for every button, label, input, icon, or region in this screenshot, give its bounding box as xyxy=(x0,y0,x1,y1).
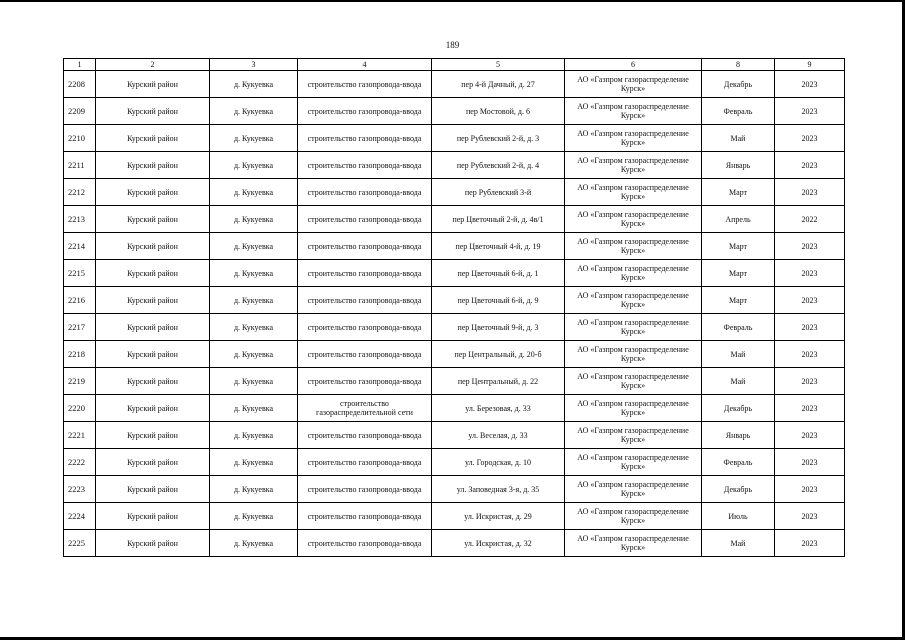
organization-cell: АО «Газпром газораспределение Курск» xyxy=(565,449,702,476)
work-type-cell: строительство газопровода-ввода xyxy=(298,98,432,125)
column-header: 3 xyxy=(210,59,298,71)
table-row xyxy=(64,179,845,206)
district-cell: Курский район xyxy=(96,341,210,368)
table-row xyxy=(64,287,845,314)
month-cell: Февраль xyxy=(702,98,775,125)
month-cell: Март xyxy=(702,179,775,206)
address-cell: пер 4-й Дачный, д. 27 xyxy=(432,71,565,98)
row-number: 2221 xyxy=(64,422,96,449)
year-cell: 2023 xyxy=(775,422,845,449)
settlement-cell: д. Кукуевка xyxy=(210,98,298,125)
column-header: 4 xyxy=(298,59,432,71)
address-cell: ул. Искристая, д. 32 xyxy=(432,530,565,557)
month-cell: Май xyxy=(702,341,775,368)
table-row xyxy=(64,368,845,395)
organization-cell: АО «Газпром газораспределение Курск» xyxy=(565,152,702,179)
district-cell: Курский район xyxy=(96,395,210,422)
work-type-cell: строительство газопровода-ввода xyxy=(298,179,432,206)
district-cell: Курский район xyxy=(96,71,210,98)
column-header: 6 xyxy=(565,59,702,71)
work-type-cell: строительство газопровода-ввода xyxy=(298,287,432,314)
settlement-cell: д. Кукуевка xyxy=(210,260,298,287)
district-cell: Курский район xyxy=(96,476,210,503)
row-number: 2213 xyxy=(64,206,96,233)
organization-cell: АО «Газпром газораспределение Курск» xyxy=(565,368,702,395)
organization-cell: АО «Газпром газораспределение Курск» xyxy=(565,341,702,368)
month-cell: Май xyxy=(702,368,775,395)
year-cell: 2023 xyxy=(775,341,845,368)
organization-cell: АО «Газпром газораспределение Курск» xyxy=(565,314,702,341)
row-number: 2216 xyxy=(64,287,96,314)
row-number: 2224 xyxy=(64,503,96,530)
table-row xyxy=(64,395,845,422)
address-cell: пер Рублевский 2-й, д. 3 xyxy=(432,125,565,152)
month-cell: Март xyxy=(702,233,775,260)
district-cell: Курский район xyxy=(96,530,210,557)
year-cell: 2023 xyxy=(775,368,845,395)
row-number: 2215 xyxy=(64,260,96,287)
settlement-cell: д. Кукуевка xyxy=(210,287,298,314)
address-cell: пер Центральный, д. 20-б xyxy=(432,341,565,368)
address-cell: ул. Заповедная 3-я, д. 35 xyxy=(432,476,565,503)
table-row xyxy=(64,530,845,557)
table-row xyxy=(64,152,845,179)
organization-cell: АО «Газпром газораспределение Курск» xyxy=(565,98,702,125)
settlement-cell: д. Кукуевка xyxy=(210,395,298,422)
year-cell: 2023 xyxy=(775,71,845,98)
table-row xyxy=(64,71,845,98)
table-row xyxy=(64,422,845,449)
district-cell: Курский район xyxy=(96,125,210,152)
organization-cell: АО «Газпром газораспределение Курск» xyxy=(565,206,702,233)
district-cell: Курский район xyxy=(96,179,210,206)
address-cell: пер Цветочный 4-й, д. 19 xyxy=(432,233,565,260)
table-row xyxy=(64,260,845,287)
settlement-cell: д. Кукуевка xyxy=(210,179,298,206)
row-number: 2212 xyxy=(64,179,96,206)
district-cell: Курский район xyxy=(96,503,210,530)
row-number: 2225 xyxy=(64,530,96,557)
work-type-cell: строительство газопровода-ввода xyxy=(298,125,432,152)
organization-cell: АО «Газпром газораспределение Курск» xyxy=(565,233,702,260)
settlement-cell: д. Кукуевка xyxy=(210,152,298,179)
address-cell: пер Цветочный 6-й, д. 1 xyxy=(432,260,565,287)
organization-cell: АО «Газпром газораспределение Курск» xyxy=(565,125,702,152)
column-header: 1 xyxy=(64,59,96,71)
district-cell: Курский район xyxy=(96,98,210,125)
work-type-cell: строительство газопровода-ввода xyxy=(298,449,432,476)
row-number: 2208 xyxy=(64,71,96,98)
address-cell: ул. Искристая, д. 29 xyxy=(432,503,565,530)
address-cell: ул. Березовая, д. 33 xyxy=(432,395,565,422)
table-row xyxy=(64,233,845,260)
address-cell: пер Цветочный 9-й, д. 3 xyxy=(432,314,565,341)
year-cell: 2023 xyxy=(775,260,845,287)
work-type-cell: строительство газопровода-ввода xyxy=(298,233,432,260)
organization-cell: АО «Газпром газораспределение Курск» xyxy=(565,476,702,503)
row-number: 2209 xyxy=(64,98,96,125)
year-cell: 2023 xyxy=(775,503,845,530)
row-number: 2219 xyxy=(64,368,96,395)
settlement-cell: д. Кукуевка xyxy=(210,233,298,260)
column-header: 2 xyxy=(96,59,210,71)
work-type-cell: строительство газопровода-ввода xyxy=(298,260,432,287)
district-cell: Курский район xyxy=(96,152,210,179)
district-cell: Курский район xyxy=(96,449,210,476)
column-header: 8 xyxy=(702,59,775,71)
work-type-cell: строительство газопровода-ввода xyxy=(298,71,432,98)
settlement-cell: д. Кукуевка xyxy=(210,368,298,395)
address-cell: ул. Городская, д. 10 xyxy=(432,449,565,476)
table-row xyxy=(64,476,845,503)
table-body xyxy=(64,71,845,557)
work-type-cell: строительство газопровода-ввода xyxy=(298,368,432,395)
header-row xyxy=(64,59,845,71)
settlement-cell: д. Кукуевка xyxy=(210,71,298,98)
settlement-cell: д. Кукуевка xyxy=(210,476,298,503)
year-cell: 2023 xyxy=(775,314,845,341)
month-cell: Январь xyxy=(702,152,775,179)
organization-cell: АО «Газпром газораспределение Курск» xyxy=(565,422,702,449)
month-cell: Декабрь xyxy=(702,476,775,503)
work-type-cell: строительство газопровода-ввода xyxy=(298,476,432,503)
work-type-cell: строительство газораспределительной сети xyxy=(298,395,432,422)
work-type-cell: строительство газопровода-ввода xyxy=(298,530,432,557)
settlement-cell: д. Кукуевка xyxy=(210,422,298,449)
organization-cell: АО «Газпром газораспределение Курск» xyxy=(565,395,702,422)
row-number: 2222 xyxy=(64,449,96,476)
year-cell: 2023 xyxy=(775,476,845,503)
table-row xyxy=(64,98,845,125)
district-cell: Курский район xyxy=(96,314,210,341)
month-cell: Март xyxy=(702,287,775,314)
row-number: 2214 xyxy=(64,233,96,260)
work-type-cell: строительство газопровода-ввода xyxy=(298,341,432,368)
settlement-cell: д. Кукуевка xyxy=(210,341,298,368)
work-type-cell: строительство газопровода-ввода xyxy=(298,152,432,179)
month-cell: Март xyxy=(702,260,775,287)
address-cell: пер Мостовой, д. 6 xyxy=(432,98,565,125)
organization-cell: АО «Газпром газораспределение Курск» xyxy=(565,530,702,557)
settlement-cell: д. Кукуевка xyxy=(210,503,298,530)
table-row xyxy=(64,503,845,530)
row-number: 2217 xyxy=(64,314,96,341)
work-type-cell: строительство газопровода-ввода xyxy=(298,422,432,449)
district-cell: Курский район xyxy=(96,422,210,449)
address-cell: ул. Веселая, д. 33 xyxy=(432,422,565,449)
column-header: 5 xyxy=(432,59,565,71)
address-cell: пер Центральный, д. 22 xyxy=(432,368,565,395)
month-cell: Апрель xyxy=(702,206,775,233)
year-cell: 2023 xyxy=(775,98,845,125)
organization-cell: АО «Газпром газораспределение Курск» xyxy=(565,503,702,530)
work-type-cell: строительство газопровода-ввода xyxy=(298,314,432,341)
month-cell: Декабрь xyxy=(702,395,775,422)
organization-cell: АО «Газпром газораспределение Курск» xyxy=(565,179,702,206)
table-row xyxy=(64,449,845,476)
table-row xyxy=(64,341,845,368)
year-cell: 2023 xyxy=(775,179,845,206)
address-cell: пер Цветочный 6-й, д. 9 xyxy=(432,287,565,314)
year-cell: 2023 xyxy=(775,233,845,260)
district-cell: Курский район xyxy=(96,260,210,287)
district-cell: Курский район xyxy=(96,206,210,233)
year-cell: 2023 xyxy=(775,530,845,557)
organization-cell: АО «Газпром газораспределение Курск» xyxy=(565,260,702,287)
settlement-cell: д. Кукуевка xyxy=(210,530,298,557)
row-number: 2211 xyxy=(64,152,96,179)
month-cell: Декабрь xyxy=(702,71,775,98)
work-type-cell: строительство газопровода-ввода xyxy=(298,503,432,530)
year-cell: 2023 xyxy=(775,449,845,476)
column-header: 9 xyxy=(775,59,845,71)
organization-cell: АО «Газпром газораспределение Курск» xyxy=(565,287,702,314)
month-cell: Февраль xyxy=(702,314,775,341)
settlement-cell: д. Кукуевка xyxy=(210,206,298,233)
settlement-cell: д. Кукуевка xyxy=(210,449,298,476)
organization-cell: АО «Газпром газораспределение Курск» xyxy=(565,71,702,98)
page-frame-top xyxy=(0,0,905,2)
row-number: 2223 xyxy=(64,476,96,503)
month-cell: Май xyxy=(702,530,775,557)
district-cell: Курский район xyxy=(96,233,210,260)
year-cell: 2023 xyxy=(775,287,845,314)
district-cell: Курский район xyxy=(96,287,210,314)
district-cell: Курский район xyxy=(96,368,210,395)
table-row xyxy=(64,314,845,341)
table-row xyxy=(64,125,845,152)
settlement-cell: д. Кукуевка xyxy=(210,314,298,341)
month-cell: Февраль xyxy=(702,449,775,476)
row-number: 2220 xyxy=(64,395,96,422)
table-row xyxy=(64,206,845,233)
settlement-cell: д. Кукуевка xyxy=(210,125,298,152)
month-cell: Май xyxy=(702,125,775,152)
row-number: 2218 xyxy=(64,341,96,368)
address-cell: пер Рублевский 3-й xyxy=(432,179,565,206)
address-cell: пер Рублевский 2-й, д. 4 xyxy=(432,152,565,179)
year-cell: 2022 xyxy=(775,206,845,233)
year-cell: 2023 xyxy=(775,395,845,422)
address-cell: пер Цветочный 2-й, д. 4в/1 xyxy=(432,206,565,233)
work-type-cell: строительство газопровода-ввода xyxy=(298,206,432,233)
month-cell: Июль xyxy=(702,503,775,530)
page-number: 189 xyxy=(445,40,460,50)
month-cell: Январь xyxy=(702,422,775,449)
year-cell: 2023 xyxy=(775,125,845,152)
register-table xyxy=(63,58,845,557)
row-number: 2210 xyxy=(64,125,96,152)
year-cell: 2023 xyxy=(775,152,845,179)
